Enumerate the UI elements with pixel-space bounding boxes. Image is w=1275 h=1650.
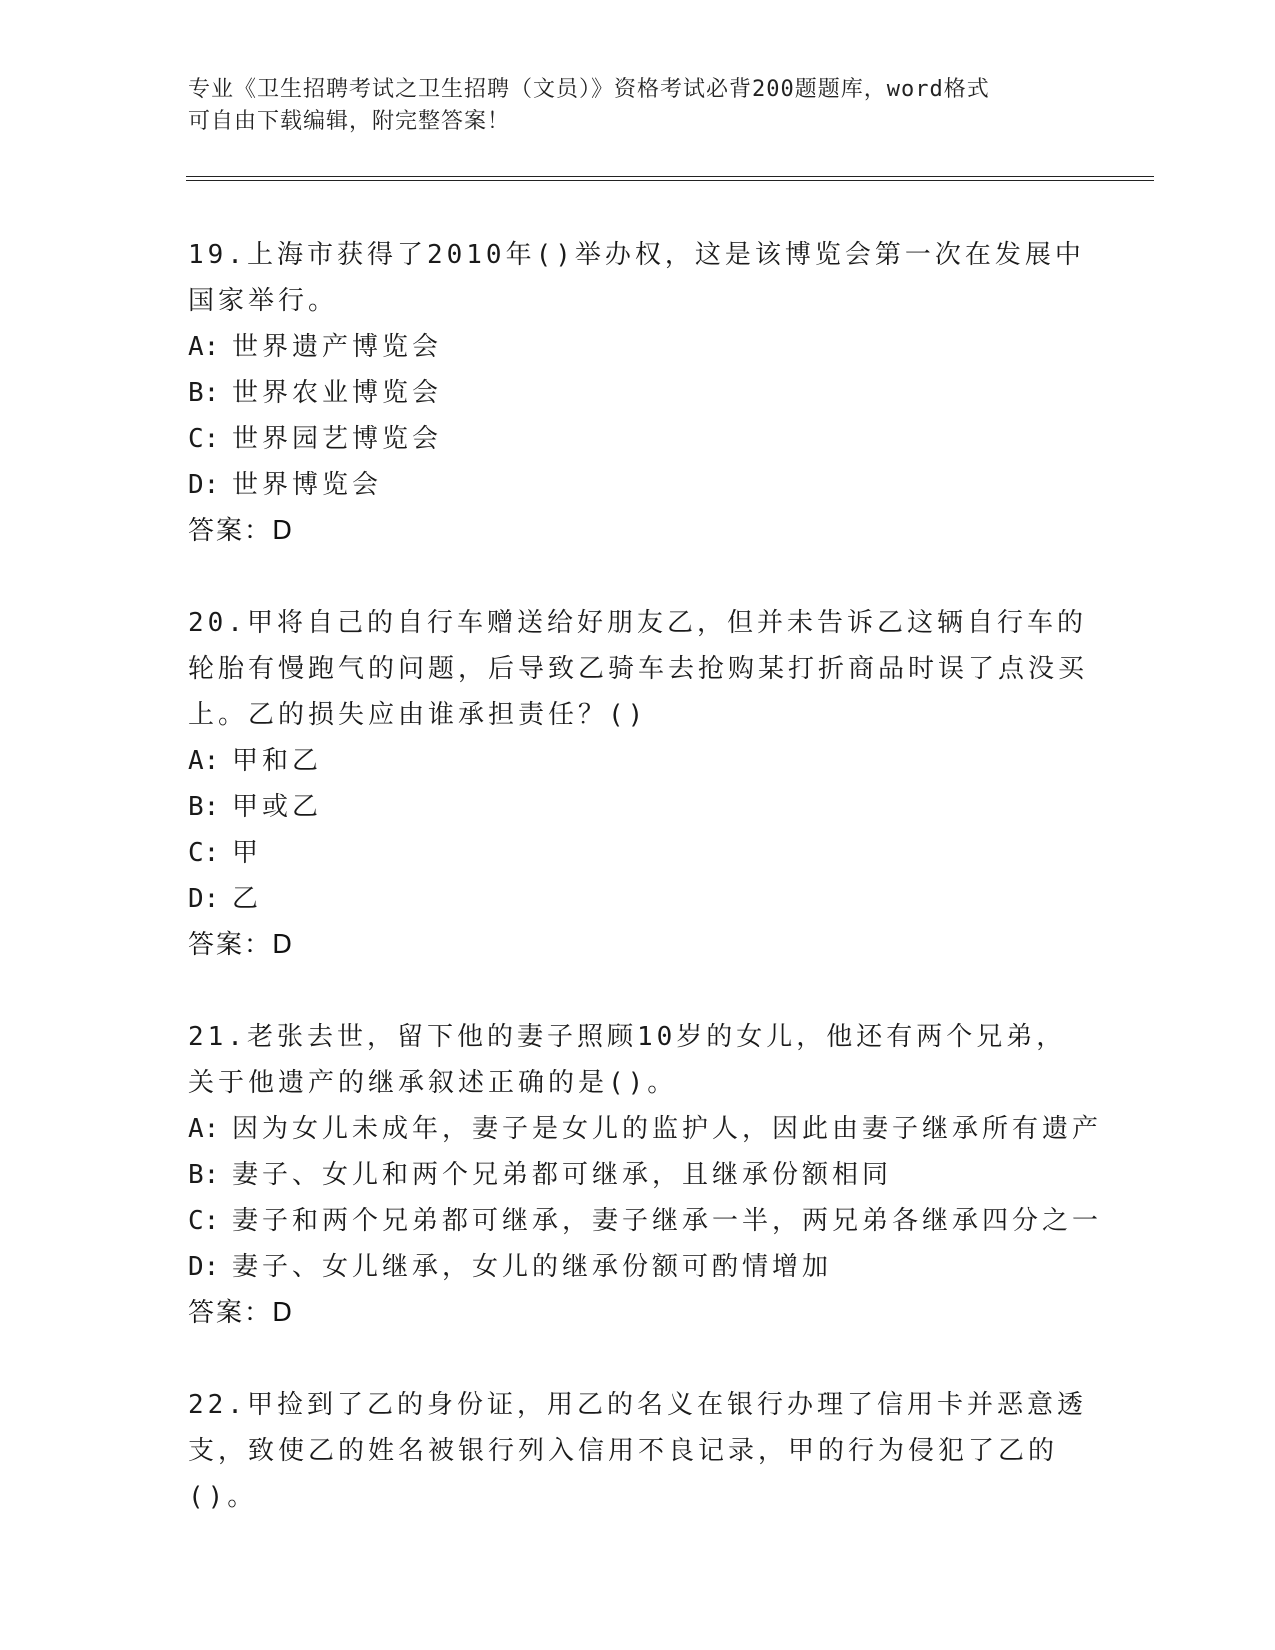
- answer-line: 答案：D: [188, 1298, 295, 1328]
- option-b: [188, 1152, 1088, 1198]
- question-20: [188, 600, 1088, 968]
- header-divider: [186, 176, 1154, 181]
- option-a: [188, 1106, 1103, 1152]
- option-text: 世界博览会: [232, 470, 383, 500]
- header-line-1: 专业《卫生招聘考试之卫生招聘（文员）》资格考试必背200题题库，word格式: [188, 77, 990, 102]
- option-c: [188, 830, 1088, 876]
- option-text: 世界遗产博览会: [232, 332, 443, 362]
- question-19: [188, 232, 1088, 554]
- option-d: [188, 1244, 1088, 1290]
- option-text: 妻子、女儿继承，女儿的继承份额可酌情增加: [232, 1252, 833, 1282]
- option-c: [188, 1198, 1103, 1244]
- header-line-2: 可自由下载编辑，附完整答案！: [188, 109, 511, 134]
- option-d: [188, 876, 1088, 922]
- option-letter: A:: [188, 332, 220, 362]
- option-text: 世界农业博览会: [232, 378, 443, 408]
- option-letter: B:: [188, 1160, 220, 1190]
- option-b: [188, 784, 1088, 830]
- question-text: 22.甲捡到了乙的身份证，用乙的名义在银行办理了信用卡并恶意透支，致使乙的姓名被银行列入信用不良记录，甲的行为侵犯了乙的()。: [188, 1390, 1087, 1512]
- option-letter: A:: [188, 746, 220, 776]
- option-b: [188, 370, 1088, 416]
- option-text: 乙: [232, 884, 263, 914]
- question-list: [188, 232, 1103, 1566]
- option-letter: D:: [188, 1252, 220, 1282]
- option-d: [188, 462, 1088, 508]
- option-letter: B:: [188, 792, 220, 822]
- option-text: 妻子和两个兄弟都可继承，妻子继承一半，两兄弟各继承四分之一: [232, 1206, 1103, 1236]
- option-letter: C:: [188, 424, 220, 454]
- option-letter: C:: [188, 1206, 220, 1236]
- option-text: 因为女儿未成年，妻子是女儿的监护人，因此由妻子继承所有遗产: [232, 1114, 1103, 1144]
- option-letter: D:: [188, 884, 220, 914]
- option-text: 妻子、女儿和两个兄弟都可继承，且继承份额相同: [232, 1160, 893, 1190]
- question-22: [188, 1382, 1088, 1520]
- option-letter: C:: [188, 838, 220, 868]
- question-text: 20.甲将自己的自行车赠送给好朋友乙，但并未告诉乙这辆自行车的轮胎有慢跑气的问题，后导致乙骑车去抢购某打折商品时误了点没买上。乙的损失应由谁承担责任？(): [188, 608, 1089, 730]
- option-letter: B:: [188, 378, 220, 408]
- option-letter: D:: [188, 470, 220, 500]
- option-text: 甲或乙: [232, 792, 323, 822]
- option-text: 甲: [232, 838, 263, 868]
- option-c: [188, 416, 1088, 462]
- question-21: [188, 1014, 1103, 1336]
- option-letter: A:: [188, 1114, 220, 1144]
- option-text: 世界园艺博览会: [232, 424, 443, 454]
- document-header: [188, 74, 1088, 138]
- answer-line: 答案：D: [188, 516, 295, 546]
- option-a: [188, 738, 1088, 784]
- question-text: 19.上海市获得了2010年()举办权，这是该博览会第一次在发展中国家举行。: [188, 240, 1085, 316]
- answer-line: 答案：D: [188, 930, 295, 960]
- option-text: 甲和乙: [232, 746, 323, 776]
- option-a: [188, 324, 1088, 370]
- question-text: 21.老张去世，留下他的妻子照顾10岁的女儿，他还有两个兄弟，关于他遗产的继承叙述正确的是()。: [188, 1022, 1067, 1098]
